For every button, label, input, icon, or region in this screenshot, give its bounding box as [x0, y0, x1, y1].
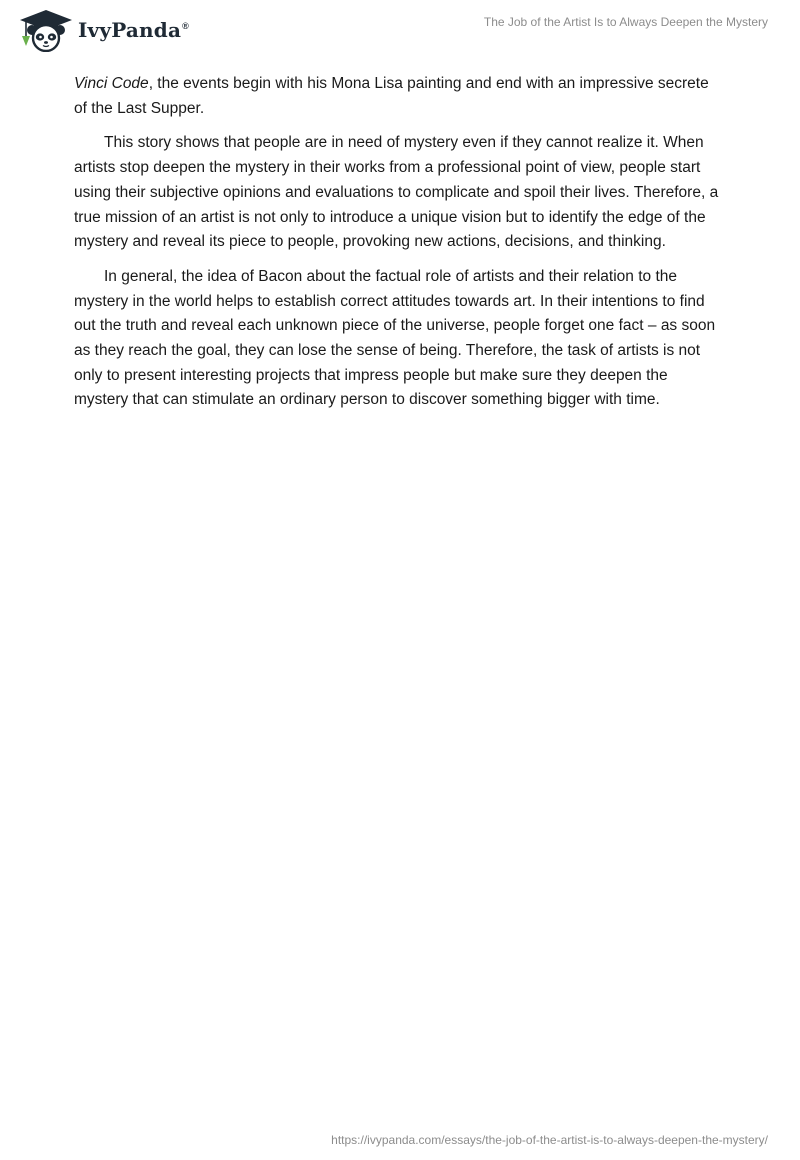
registered-mark: ® [182, 21, 189, 32]
book-title: Vinci Code [74, 75, 149, 92]
paragraph-1 [74, 72, 724, 121]
paragraph-2: This story shows that people are in need of mystery even if they cannot realize it. When artists stop deepen the mystery in their works from a professional point of view, people start using their subjective opinions and evaluations to complicate and spoil their lives. Therefore, a true mission of an artist is not only to introduce a unique vision but to identify the edge of the mystery and reveal its piece to people, provoking new actions, decisions, and thinking. [74, 134, 719, 251]
essay-body [74, 72, 724, 423]
running-title: The Job of the Artist Is to Always Deepen the Mystery [483, 15, 768, 29]
panda-graduation-cap-icon [14, 8, 76, 52]
paragraph-1-text: , the events begin with his Mona Lisa painting and end with an impressive secrete of the Last Supper. [74, 75, 709, 117]
brand-name: IvyPanda® [78, 18, 189, 42]
paragraph-3: In general, the idea of Bacon about the factual role of artists and their relation to the mystery in the world helps to establish correct attitudes towards art. In their intentions to find out the truth and reveal each unknown piece of the universe, people forget one fact – as soon as they reach the goal, they can lose the sense of being. Therefore, the task of artists is not only to present interesting projects that impress people but make sure they deepen the mystery that can stimulate an ordinary person to discover something bigger with time. [74, 267, 716, 409]
source-url[interactable]: https://ivypanda.com/essays/the-job-of-the-artist-is-to-always-deepen-the-mystery/ [331, 1133, 768, 1147]
page-header [0, 0, 800, 60]
ivypanda-logo[interactable] [14, 8, 189, 52]
